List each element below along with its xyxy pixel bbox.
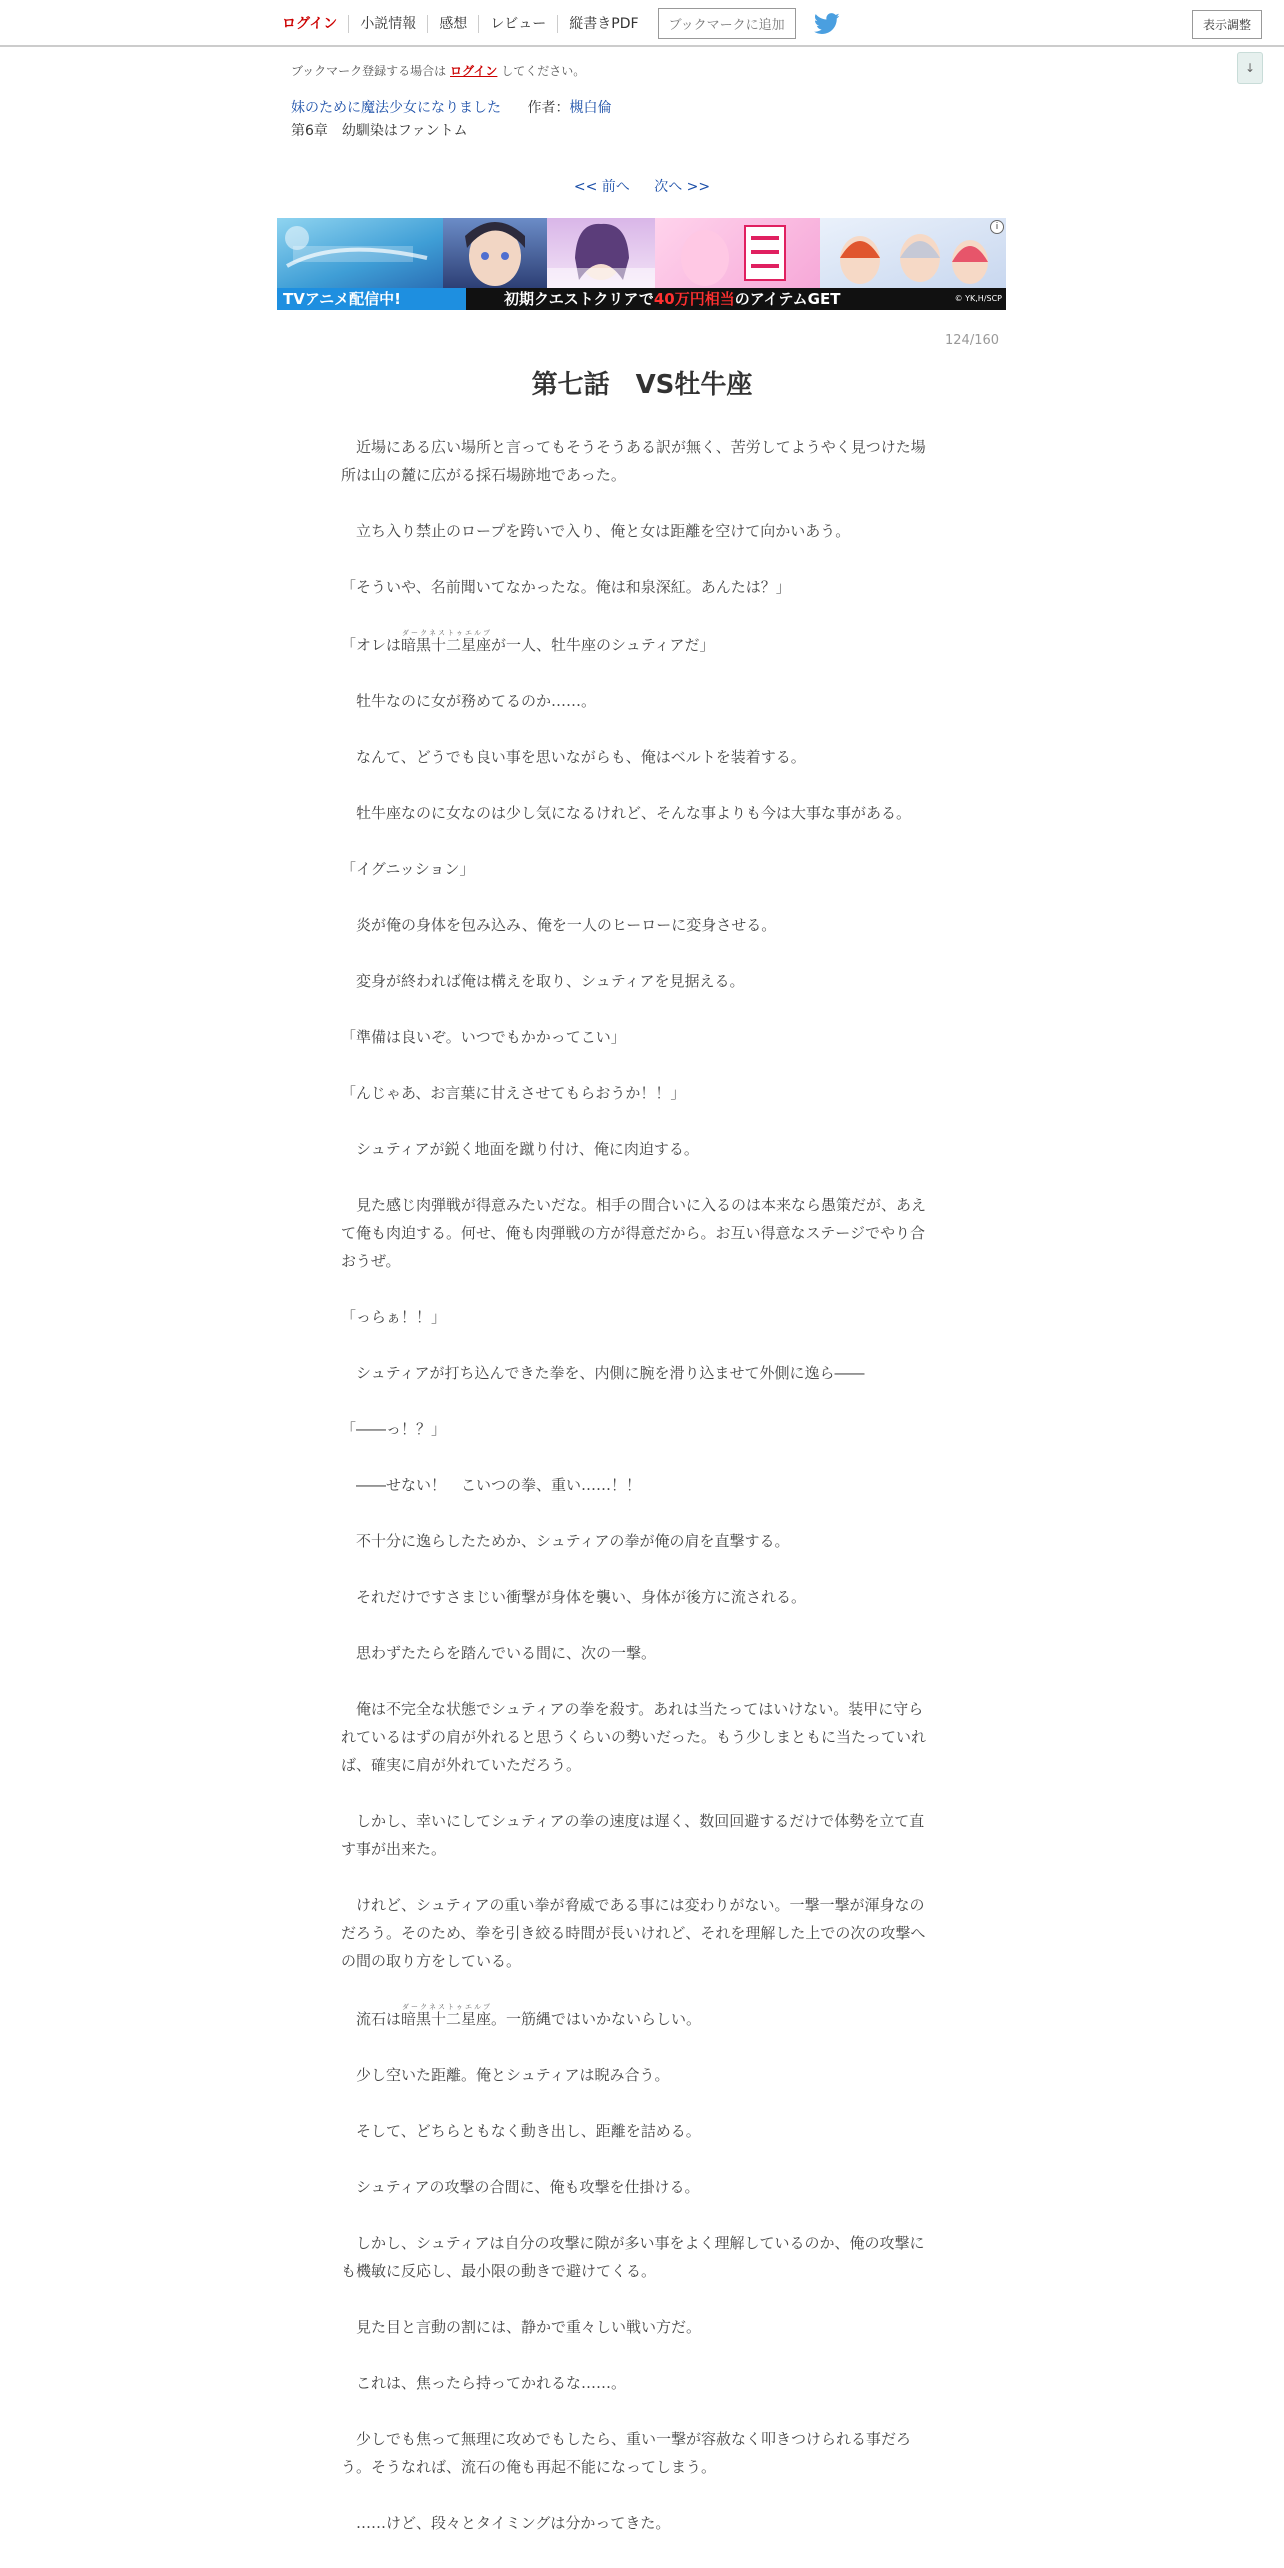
body-paragraph: 変身が終われば俺は構えを取り、シュティアを見据える。 [341, 972, 745, 990]
nav-menu [270, 0, 840, 47]
nav-novel-info-link[interactable]: 小説情報 [349, 15, 428, 33]
ad-panel-logo [277, 218, 443, 288]
body-paragraph: 立ち入り禁止のロープを跨いで入り、俺と女は距離を空けて向かいあう。 [341, 522, 851, 540]
login-note-text-before: ブックマーク登録する場合は [291, 64, 447, 78]
ruby-line-post: 。一筋縄ではいかないらしい。 [491, 2010, 702, 2028]
next-page-link[interactable]: 次へ >> [654, 179, 711, 195]
body-paragraph: それだけですさまじい衝撃が身体を襲い、身体が後方に流される。 [341, 1588, 807, 1606]
body-paragraph: 見た感じ肉弾戦が得意みたいだな。相手の間合いに入るのは本来なら愚策だが、あえて俺も肉迫する。何せ、俺も肉弾戦の方が得意だから。お互い得意なステージでやり合おうぜ。 [341, 1196, 927, 1270]
ad-caption-right-post: のアイテムGET [734, 290, 841, 308]
nav-pdf-link[interactable]: 縦書きPDF [569, 15, 639, 32]
novel-title-link[interactable]: 妹のために魔法少女になりました [291, 100, 501, 116]
body-paragraph: これは、焦ったら持ってかれるな……。 [341, 2374, 627, 2392]
ruby-term: 暗黒十二星座ダークネストゥエルブ [401, 629, 492, 654]
ruby-line-pre: 「オレは [341, 636, 402, 654]
ad-caption-left: TVアニメ配信中! [277, 288, 466, 310]
ruby-term: 暗黒十二星座ダークネストゥエルブ [401, 2003, 492, 2028]
body-paragraph: しかし、幸いにしてシュティアの拳の速度は遅く、数回回避するだけで体勢を立て直す事が出来た。 [341, 1812, 925, 1858]
ad-caption-right [466, 288, 1006, 310]
body-paragraph: ――せない！ こいつの拳、重い……！！ [341, 1476, 642, 1494]
ad-copyright: © YK,H/SCP [954, 294, 1002, 303]
body-paragraph: 俺は不完全な状態でシュティアの拳を殺す。あれは当たってはいけない。装甲に守られているはずの肩が外れると思うくらいの勢いだった。もう少しまともに当たっていれば、確実に肩が外れていただろう。 [341, 1700, 927, 1774]
body-paragraph [341, 2003, 936, 2033]
body-paragraph: 牡牛なのに女が務めてるのか……。 [341, 692, 597, 710]
novel-body-text [341, 433, 936, 2565]
body-paragraph: 見た目と言動の割には、静かで重々しい戦い方だ。 [341, 2318, 702, 2336]
pager [0, 176, 1284, 196]
body-paragraph: 「準備は良いぞ。いつでもかかってこい」 [341, 1028, 626, 1046]
display-settings-button[interactable]: 表示調整 [1192, 10, 1262, 39]
body-paragraph: 近場にある広い場所と言ってもそうそうある訳が無く、苦労してようやく見つけた場所は山の麓に広がる採石場跡地であった。 [341, 438, 926, 484]
body-paragraph: 少し空いた距離。俺とシュティアは睨み合う。 [341, 2066, 670, 2084]
ad-banner[interactable] [277, 218, 1006, 310]
body-paragraph: シュティアが鋭く地面を蹴り付け、俺に肉迫する。 [341, 1140, 699, 1158]
login-note-text-after: してください。 [501, 64, 586, 78]
scroll-down-arrow-icon[interactable]: ↓ [1237, 52, 1263, 84]
body-paragraph: 「イグニッション」 [341, 860, 475, 878]
nav-login-link[interactable]: ログイン [270, 15, 349, 33]
ad-caption-right-red: 40万円相当 [653, 290, 735, 308]
body-paragraph: しかし、シュティアは自分の攻撃に隙が多い事をよく理解しているのか、俺の攻撃にも機敏に反応し、最小限の動きで避けてくる。 [341, 2234, 925, 2280]
ad-panel-character-1 [443, 218, 547, 288]
ad-panel-character-2 [547, 218, 655, 288]
ad-info-icon[interactable]: i [990, 220, 1004, 234]
novel-meta [291, 97, 611, 119]
body-paragraph: 炎が俺の身体を包み込み、俺を一人のヒーローに変身させる。 [341, 916, 777, 934]
body-paragraph: 思わずたたらを踏んでいる間に、次の一撃。 [341, 1644, 657, 1662]
body-paragraph: 「――っ！？」 [341, 1420, 447, 1438]
ad-panel-character-4 [820, 218, 1006, 288]
body-paragraph: 牡牛座なのに女なのは少し気になるけれど、そんな事よりも今は大事な事がある。 [341, 804, 912, 822]
body-paragraph: なんて、どうでも良い事を思いながらも、俺はベルトを装着する。 [341, 748, 806, 766]
body-paragraph: 「っらぁ！！」 [341, 1308, 447, 1326]
login-note-link[interactable]: ログイン [450, 64, 498, 78]
body-paragraph: 不十分に逸らしたためか、シュティアの拳が俺の肩を直撃する。 [341, 1532, 790, 1550]
login-note [291, 62, 585, 79]
body-paragraph: シュティアが打ち込んできた拳を、内側に腕を滑り込ませて外側に逸ら―― [341, 1364, 865, 1382]
ruby-line-pre: 流石は [341, 2010, 402, 2028]
body-paragraph: シュティアの攻撃の合間に、俺も攻撃を仕掛ける。 [341, 2178, 700, 2196]
chapter-title: 第6章 幼馴染はファントム [291, 123, 468, 139]
nav-impression-link[interactable]: 感想 [428, 15, 479, 33]
nav-review-link[interactable]: レビュー [479, 15, 558, 33]
body-paragraph: そして、どちらともなく動き出し、距離を詰める。 [341, 2122, 701, 2140]
bookmark-add-button[interactable]: ブックマークに追加 [658, 8, 796, 39]
author-link[interactable]: 槻白倫 [569, 100, 612, 116]
twitter-bird-icon[interactable] [814, 13, 840, 35]
body-paragraph: 少しでも焦って無理に攻めでもしたら、重い一撃が容赦なく叩きつけられる事だろう。そうなれば、流石の俺も再起不能になってしまう。 [341, 2430, 912, 2476]
prev-page-link[interactable]: << 前へ [573, 179, 630, 195]
body-paragraph [341, 629, 936, 659]
author-label: 作者： [527, 100, 570, 116]
body-paragraph: 「そういや、名前聞いてなかったな。俺は和泉深紅。あんたは？」 [341, 578, 791, 596]
episode-title: 第七話 VS牡牛座 [531, 370, 753, 400]
body-paragraph: けれど、シュティアの重い拳が脅威である事には変わりがない。一撃一撃が渾身なのだろう。そのため、拳を引き絞る時間が長いけれど、それを理解した上での次の攻撃への間の取り方をしている。 [341, 1896, 926, 1970]
ad-caption-right-pre: 初期クエストクリアで [504, 290, 654, 308]
body-paragraph: 「んじゃあ、お言葉に甘えさせてもらおうか！！」 [341, 1084, 686, 1102]
page-count: 124/160 [945, 333, 1000, 348]
ruby-line-post: が一人、牡牛座のシュティアだ」 [491, 636, 715, 654]
body-paragraph: ……けど、段々とタイミングは分かってきた。 [341, 2514, 671, 2532]
ad-panel-character-3 [655, 218, 820, 288]
top-navigation-bar [0, 0, 1284, 47]
